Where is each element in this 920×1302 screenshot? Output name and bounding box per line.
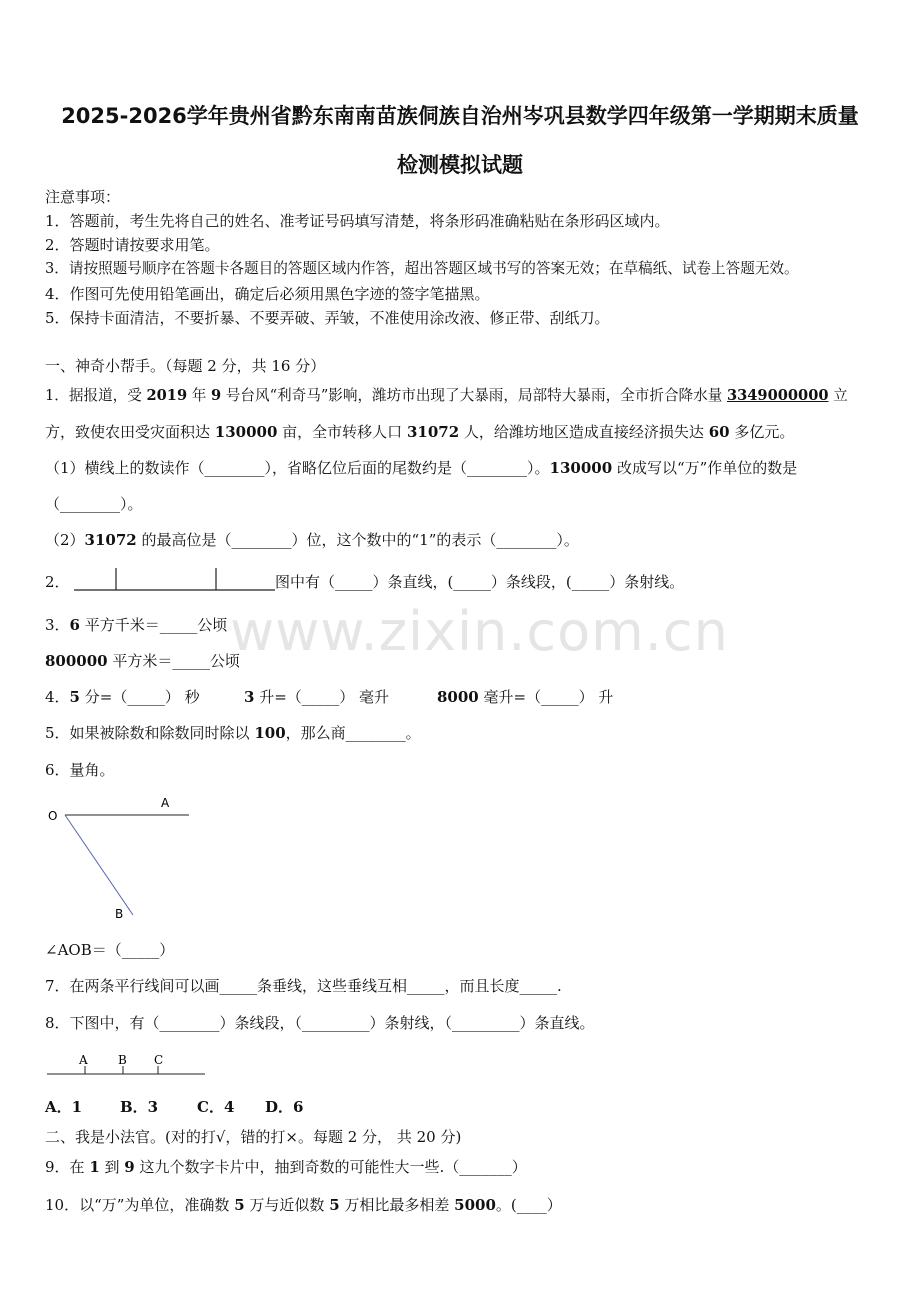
q8-label-b: B — [118, 1053, 127, 1067]
angle-aob-figure — [45, 795, 195, 925]
note-item-5: 5．保持卡面清洁，不要折暴、不要弄破、弄皱，不准使用涂改液、修正带、刮纸刀。 — [45, 309, 610, 327]
note-item-3: 3．请按照题号顺序在答题卡各题目的答题区域内作答，超出答题区域书写的答案无效；在草稿纸、试卷上答题无效。 — [45, 260, 799, 277]
question-10: 10．以“万”为单位，准确数 5 万与近似数 5 万相比最多相差 5000。(____） — [45, 1196, 562, 1214]
question-6-answer: ∠AOB＝（_____） — [45, 941, 175, 959]
note-item-1: 1．答题前，考生先将自己的姓名、准考证号码填写清楚，将条形码准确粘贴在条形码区域内。 — [45, 212, 670, 230]
question-3-line2: 800000 平方米＝_____公顷 — [45, 652, 240, 670]
label-b: B — [115, 907, 124, 921]
label-o: O — [48, 809, 58, 823]
q8-option-b: B．3 — [120, 1098, 159, 1116]
question-1-sub1-cont: （________）。 — [45, 495, 143, 513]
question-1-sub1: （1）横线上的数读作（________），省略亿位后面的尾数约是（________）。130000 改成写以“万”作单位的数是 — [45, 459, 798, 477]
q8-option-a: A．1 — [45, 1098, 83, 1116]
question-1-line1: 1．据报道，受 2019 年 9 号台风“利奇马”影响，潍坊市出现了大暴雨，局部特大暴雨，全市折合降水量 3349000000 立 — [45, 387, 848, 404]
question-5: 5．如果被除数和除数同时除以 100，那么商________。 — [45, 724, 421, 742]
question-1-line2: 方，致使农田受灾面积达 130000 亩，全市转移人口 31072 人，给潍坊地区造成直接经济损失达 60 多亿元。 — [45, 423, 795, 441]
question-2-text: 图中有（_____）条直线，(_____）条线段，(_____）条射线。 — [275, 573, 685, 591]
question-7: 7．在两条平行线间可以画_____条垂线，这些垂线互相_____，而且长度_____. — [45, 977, 562, 995]
question-1-sub2: （2）31072 的最高位是（________）位，这个数中的“1”的表示（________）。 — [45, 531, 579, 549]
section-2-heading: 二、我是小法官。(对的打√，错的打×。每题 2 分， 共 20 分) — [45, 1128, 462, 1146]
ray-ob — [65, 815, 133, 915]
q8-option-d: D．6 — [265, 1098, 304, 1116]
q8-line-figure — [45, 1048, 210, 1078]
exam-title-line1: 2025-2026学年贵州省黔东南南苗族侗族自治州岑巩县数学四年级第一学期期末质量 — [61, 104, 859, 128]
question-9: 9．在 1 到 9 这九个数字卡片中，抽到奇数的可能性大一些.（_______） — [45, 1158, 527, 1176]
question-2-number: 2． — [45, 573, 70, 591]
question-4-part-a: 4．5 分=（_____） 秒 — [45, 688, 200, 706]
rainfall-number: 3349000000 — [726, 387, 829, 404]
exam-title-line2: 检测模拟试题 — [397, 153, 523, 177]
q2-line-figure — [72, 566, 277, 594]
question-4-part-b: 3 升=（_____） 毫升 — [244, 688, 390, 706]
label-a: A — [161, 796, 170, 810]
question-4-part-c: 8000 毫升=（_____） 升 — [437, 688, 614, 706]
q8-option-c: C．4 — [197, 1098, 235, 1116]
question-3-line1: 3．6 平方千米＝_____公顷 — [45, 616, 228, 634]
note-item-2: 2．答题时请按要求用笔。 — [45, 236, 220, 254]
watermark: www.zixin.com.cn — [230, 600, 729, 663]
question-6: 6．量角。 — [45, 761, 115, 779]
question-8: 8．下图中，有（________）条线段，（_________）条射线，（_________）条直线。 — [45, 1014, 595, 1032]
notes-header: 注意事项： — [45, 188, 121, 206]
note-item-4: 4．作图可先使用铅笔画出，确定后必须用黑色字迹的签字笔描黑。 — [45, 285, 490, 303]
section-1-heading: 一、神奇小帮手。（每题 2 分，共 16 分） — [45, 357, 326, 375]
q8-label-c: C — [154, 1053, 164, 1067]
q8-label-a: A — [79, 1053, 88, 1067]
